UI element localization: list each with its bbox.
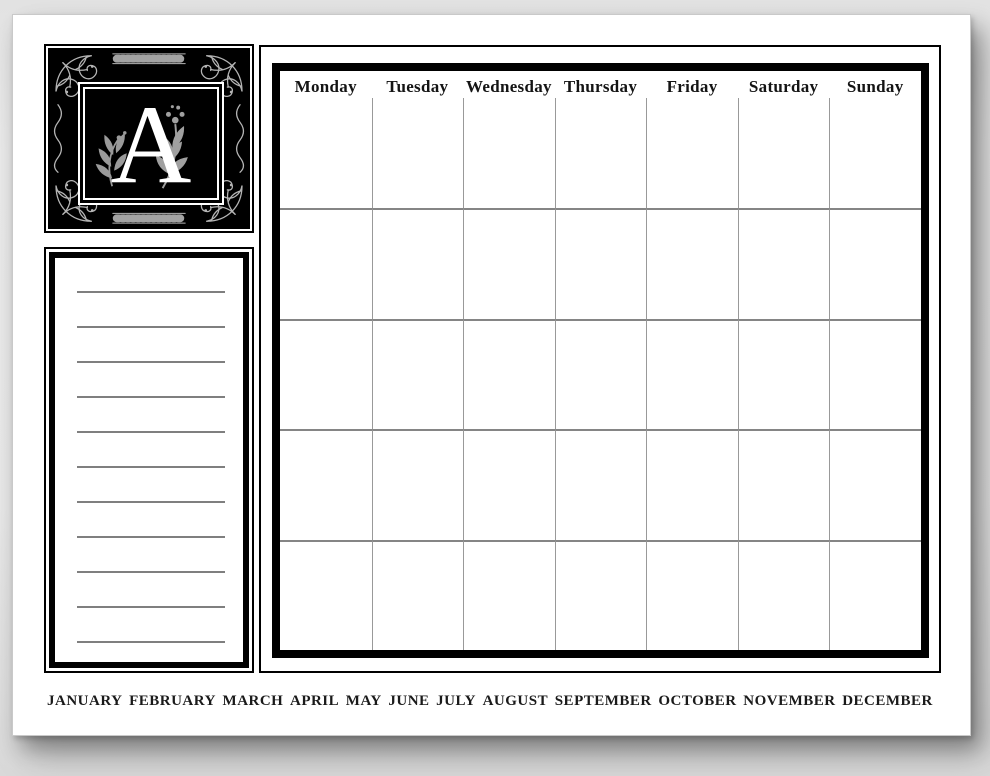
calendar-grid (280, 98, 921, 650)
calendar-cell (463, 429, 555, 539)
calendar-cell (646, 540, 738, 650)
calendar-cell (463, 208, 555, 318)
calendar-cell (280, 98, 372, 208)
month-label-october: OCTOBER (658, 692, 737, 709)
calendar-cell (372, 319, 464, 429)
calendar-cell (738, 98, 830, 208)
note-line (77, 571, 225, 573)
month-label-july: JULY (436, 692, 476, 709)
calendar-cell (555, 208, 647, 318)
monogram-letter: A (110, 87, 192, 200)
calendar-cell (646, 208, 738, 318)
notes-panel (44, 247, 254, 673)
calendar-cell (738, 429, 830, 539)
month-label-january: JANUARY (47, 692, 123, 709)
calendar-cell (738, 540, 830, 650)
calendar-cell (829, 540, 921, 650)
month-label-september: SEPTEMBER (554, 692, 652, 709)
month-label-december: DECEMBER (842, 692, 933, 709)
month-label-august: AUGUST (482, 692, 549, 709)
calendar-cell (829, 208, 921, 318)
calendar-panel (259, 45, 941, 673)
month-label-february: FEBRUARY (129, 692, 216, 709)
note-line (77, 326, 225, 328)
note-line (77, 501, 225, 503)
calendar-cell (372, 540, 464, 650)
planner-sheet (12, 14, 971, 736)
month-label-march: MARCH (222, 692, 284, 709)
calendar-cell (555, 540, 647, 650)
day-header-friday: Friday (666, 77, 718, 96)
note-line (77, 396, 225, 398)
calendar-cell (829, 319, 921, 429)
day-header-monday: Monday (294, 77, 357, 96)
calendar-cell (463, 319, 555, 429)
calendar-cell (372, 98, 464, 208)
notes-lines (49, 252, 249, 668)
calendar-cell (646, 429, 738, 539)
month-label-april: APRIL (289, 692, 340, 709)
day-header-wednesday: Wednesday (466, 77, 552, 96)
note-line (77, 536, 225, 538)
calendar-cell (829, 429, 921, 539)
day-header-saturday: Saturday (748, 77, 819, 96)
calendar-cell (280, 319, 372, 429)
note-line (77, 361, 225, 363)
month-label-may: MAY (345, 692, 382, 709)
calendar-cell (646, 319, 738, 429)
calendar-cell (738, 208, 830, 318)
month-label-november: NOVEMBER (743, 692, 836, 709)
calendar-cell (280, 540, 372, 650)
calendar-frame (272, 63, 929, 658)
month-label-june: JUNE (388, 692, 430, 709)
calendar-cell (463, 540, 555, 650)
day-header-row (280, 71, 921, 98)
note-line (77, 291, 225, 293)
monogram-frame-inner (83, 87, 219, 200)
monogram-frame (78, 82, 224, 205)
months-row (47, 692, 933, 710)
calendar-cell (555, 319, 647, 429)
note-line (77, 606, 225, 608)
note-line (77, 641, 225, 643)
day-header-tuesday: Tuesday (386, 77, 449, 96)
calendar-cell (280, 208, 372, 318)
calendar-cell (555, 98, 647, 208)
calendar-cell (280, 429, 372, 539)
calendar-cell (738, 319, 830, 429)
day-header-thursday: Thursday (563, 77, 638, 96)
calendar-cell (829, 98, 921, 208)
calendar-cell (555, 429, 647, 539)
calendar-cell (463, 98, 555, 208)
calendar-cell (646, 98, 738, 208)
day-header-sunday: Sunday (846, 77, 904, 96)
monogram-panel (44, 44, 254, 233)
note-line (77, 466, 225, 468)
calendar-cell (372, 429, 464, 539)
note-line (77, 431, 225, 433)
calendar-cell (372, 208, 464, 318)
